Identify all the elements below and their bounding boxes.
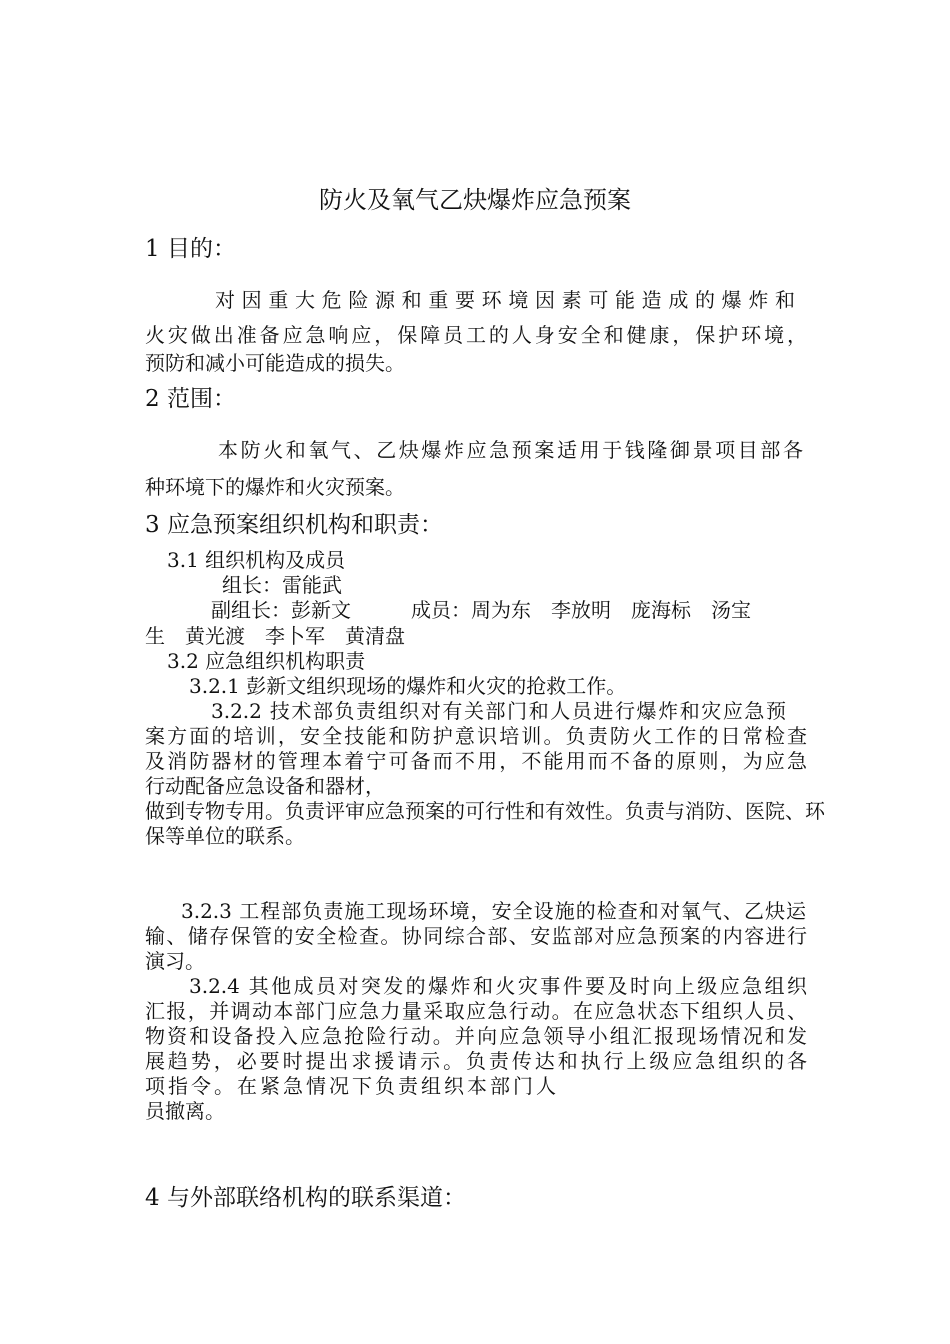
group-leader: 组长：雷能武 <box>222 573 342 597</box>
section-4-heading: 4 与外部联络机构的联系渠道： <box>145 1185 466 1211</box>
item-3-2-3-line-3: 演习。 <box>145 949 205 973</box>
section-3-heading: 3 应急预案组织机构和职责： <box>145 512 443 538</box>
item-3-2-2-line-3: 及消防器材的管理本着宁可备而不用，不能用而不备的原则，为应急 <box>145 749 807 773</box>
item-3-2-1: 3.2.1 彭新文组织现场的爆炸和火灾的抢救工作。 <box>189 674 627 698</box>
item-3-2-4-line-2: 汇报，并调动本部门应急力量采取应急行动。在应急状态下组织人员、 <box>145 999 807 1023</box>
section-2-line-1: 本防火和氧气、乙炔爆炸应急预案适用于钱隆御景项目部各 <box>218 438 803 462</box>
section-1-line-1: 对因重大危险源和重要环境因素可能造成的爆炸和 <box>215 288 795 312</box>
members-continued: 生 黄光渡 李卜军 黄清盘 <box>145 624 405 648</box>
item-3-2-4-line-5: 项指令。在紧急情况下负责组织本部门人 <box>145 1074 559 1098</box>
item-3-2-2-line-1: 3.2.2 技术部负责组织对有关部门和人员进行爆炸和灾应急预 <box>211 699 786 723</box>
section-3-2-heading: 3.2 应急组织机构职责 <box>167 649 366 673</box>
item-3-2-2-line-2: 案方面的培训，安全技能和防护意识培训。负责防火工作的日常检查 <box>145 724 807 748</box>
item-3-2-3-line-1: 3.2.3 工程部负责施工现场环境，安全设施的检查和对氧气、乙炔运 <box>181 899 806 923</box>
item-3-2-3-line-2: 输、储存保管的安全检查。协同综合部、安监部对应急预案的内容进行 <box>145 924 807 948</box>
section-1-line-2: 火灾做出准备应急响应，保障员工的人身安全和健康，保护环境， <box>145 323 807 347</box>
item-3-2-4-line-4: 展趋势，必要时提出求援请示。负责传达和执行上级应急组织的各 <box>145 1049 807 1073</box>
document-title: 防火及氧气乙炔爆炸应急预案 <box>319 186 631 214</box>
item-3-2-2-line-4: 行动配备应急设备和器材， <box>145 774 385 798</box>
deputy-and-members: 副组长：彭新文 成员：周为东 李放明 庞海标 汤宝 <box>211 598 751 622</box>
section-2-heading: 2 范围： <box>145 386 236 412</box>
item-3-2-2-line-5: 做到专物专用。负责评审应急预案的可行性和有效性。负责与消防、医院、环 <box>145 799 825 823</box>
item-3-2-4-line-6: 员撤离。 <box>145 1099 225 1123</box>
section-1-line-3: 预防和减小可能造成的损失。 <box>145 351 405 375</box>
item-3-2-4-line-3: 物资和设备投入应急抢险行动。并向应急领导小组汇报现场情况和发 <box>145 1024 807 1048</box>
item-3-2-4-line-1: 3.2.4 其他成员对突发的爆炸和火灾事件要及时向上级应急组织 <box>189 974 807 998</box>
section-2-line-2: 种环境下的爆炸和火灾预案。 <box>145 475 405 499</box>
section-3-1-heading: 3.1 组织机构及成员 <box>167 548 346 572</box>
section-1-heading: 1 目的： <box>145 236 236 262</box>
item-3-2-2-line-6: 保等单位的联系。 <box>145 824 305 848</box>
